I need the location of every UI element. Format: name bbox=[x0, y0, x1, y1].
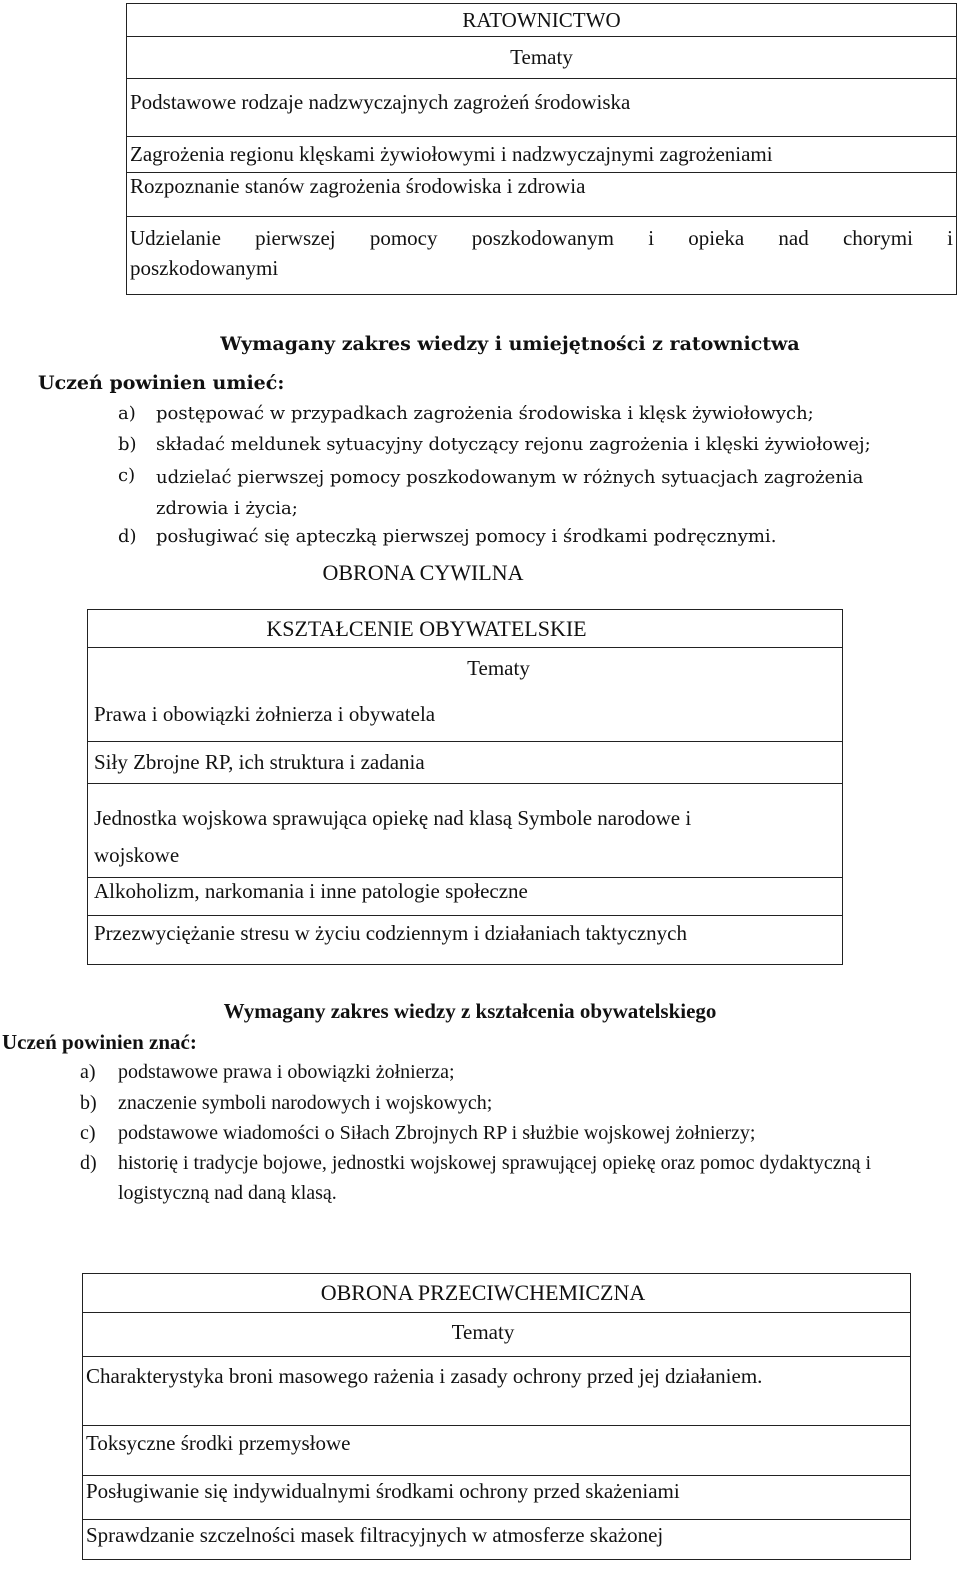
topic-cell: Rozpoznanie stanów zagrożenia środowiska i zdrowia bbox=[127, 173, 957, 217]
topic-cell: Udzielanie pierwszej pomocy poszkodowanym i opieka nad chorymi i poszkodowanymi bbox=[127, 217, 957, 295]
list-marker: b) bbox=[118, 434, 137, 455]
table-row bbox=[83, 1274, 911, 1313]
list-item bbox=[118, 526, 938, 554]
list-marker: c) bbox=[118, 465, 136, 486]
topic-cell: Przezwyciężanie stresu w życiu codziennym i działaniach taktycznych bbox=[88, 916, 843, 965]
table-row bbox=[127, 173, 957, 217]
list-item bbox=[118, 403, 938, 431]
list-item-text: podstawowe wiadomości o Siłach Zbrojnych RP i służbie wojskowej żołnierzy; bbox=[118, 1122, 756, 1144]
topics-header: Tematy bbox=[127, 37, 957, 79]
topic-cell: wojskowe bbox=[88, 834, 843, 878]
requirements-heading: Wymagany zakres wiedzy z kształcenia obywatelskiego bbox=[223, 999, 717, 1023]
list-marker: d) bbox=[80, 1152, 97, 1174]
list-item-text: historię i tradycje bojowe, jednostki wojskowej sprawującej opiekę oraz pomoc dydaktyczną i logistyczną nad daną klasą. bbox=[118, 1152, 872, 1204]
section-title: RATOWNICTWO bbox=[127, 4, 957, 37]
topics-header: Tematy bbox=[83, 1313, 911, 1357]
topic-cell: Jednostka wojskowa sprawująca opiekę nad klasą Symbole narodowe i bbox=[88, 784, 843, 834]
ratownictwo-table bbox=[126, 3, 957, 295]
ksztalcenie-table bbox=[87, 609, 843, 965]
table-row bbox=[88, 742, 843, 784]
list-item bbox=[80, 1151, 940, 1211]
list-item-text: składać meldunek sytuacyjny dotyczący rejonu zagrożenia i klęski żywiołowej; bbox=[156, 434, 871, 455]
table-row bbox=[83, 1357, 911, 1426]
table-row bbox=[83, 1520, 911, 1560]
list-item-text: znaczenie symboli narodowych i wojskowych; bbox=[118, 1092, 493, 1114]
table-row bbox=[127, 37, 957, 79]
list-item-text: postępować w przypadkach zagrożenia środowiska i klęsk żywiołowych; bbox=[156, 403, 814, 424]
requirements-lead: Uczeń powinien znać: bbox=[2, 1030, 197, 1054]
list-item-text: podstawowe prawa i obowiązki żołnierza; bbox=[118, 1061, 455, 1083]
table-row bbox=[88, 648, 843, 688]
topic-cell: Podstawowe rodzaje nadzwyczajnych zagrożeń środowiska bbox=[127, 79, 957, 137]
table-row bbox=[88, 834, 843, 878]
table-row bbox=[127, 79, 957, 137]
section-title: KSZTAŁCENIE OBYWATELSKIE bbox=[88, 610, 843, 648]
list-item bbox=[80, 1091, 940, 1119]
list-item bbox=[118, 465, 938, 523]
topic-cell: Sprawdzanie szczelności masek filtracyjnych w atmosferze skażonej bbox=[83, 1520, 911, 1560]
list-marker: a) bbox=[118, 403, 136, 424]
table-row bbox=[88, 878, 843, 916]
list-item-text: posługiwać się apteczką pierwszej pomocy i środkami podręcznymi. bbox=[156, 526, 777, 547]
topic-cell: Charakterystyka broni masowego rażenia i zasady ochrony przed jej działaniem. bbox=[83, 1357, 911, 1426]
list-marker: a) bbox=[80, 1061, 96, 1083]
topic-cell: Prawa i obowiązki żołnierza i obywatela bbox=[88, 688, 843, 742]
requirements-lead: Uczeń powinien umieć: bbox=[38, 372, 285, 394]
topics-header: Tematy bbox=[88, 648, 843, 688]
table-row bbox=[88, 784, 843, 834]
section-title: OBRONA PRZECIWCHEMICZNA bbox=[83, 1274, 911, 1313]
topic-cell: Alkoholizm, narkomania i inne patologie społeczne bbox=[88, 878, 843, 916]
topic-cell: Siły Zbrojne RP, ich struktura i zadania bbox=[88, 742, 843, 784]
list-marker: c) bbox=[80, 1122, 96, 1144]
list-item bbox=[118, 434, 938, 462]
table-row bbox=[88, 610, 843, 648]
topic-cell: Posługiwanie się indywidualnymi środkami ochrony przed skażeniami bbox=[83, 1476, 911, 1520]
table-row bbox=[127, 217, 957, 295]
list-marker: d) bbox=[118, 526, 137, 547]
obrona-cywilna-title: OBRONA CYWILNA bbox=[322, 560, 524, 585]
requirements-heading: Wymagany zakres wiedzy i umiejętności z ratownictwa bbox=[220, 333, 800, 355]
table-row bbox=[83, 1476, 911, 1520]
topic-cell: Zagrożenia regionu klęskami żywiołowymi i nadzwyczajnymi zagrożeniami bbox=[127, 137, 957, 173]
table-row bbox=[83, 1313, 911, 1357]
table-row bbox=[83, 1426, 911, 1476]
table-row bbox=[127, 137, 957, 173]
topic-cell: Toksyczne środki przemysłowe bbox=[83, 1426, 911, 1476]
list-marker: b) bbox=[80, 1092, 97, 1114]
list-item-text: udzielać pierwszej pomocy poszkodowanym w różnych sytuacjach zagrożenia zdrowia i życia; bbox=[156, 467, 864, 519]
przeciwchemiczna-table bbox=[82, 1273, 911, 1560]
table-row bbox=[88, 916, 843, 965]
list-item bbox=[80, 1060, 940, 1088]
table-row bbox=[88, 688, 843, 742]
table-row bbox=[127, 4, 957, 37]
list-item bbox=[80, 1121, 940, 1149]
